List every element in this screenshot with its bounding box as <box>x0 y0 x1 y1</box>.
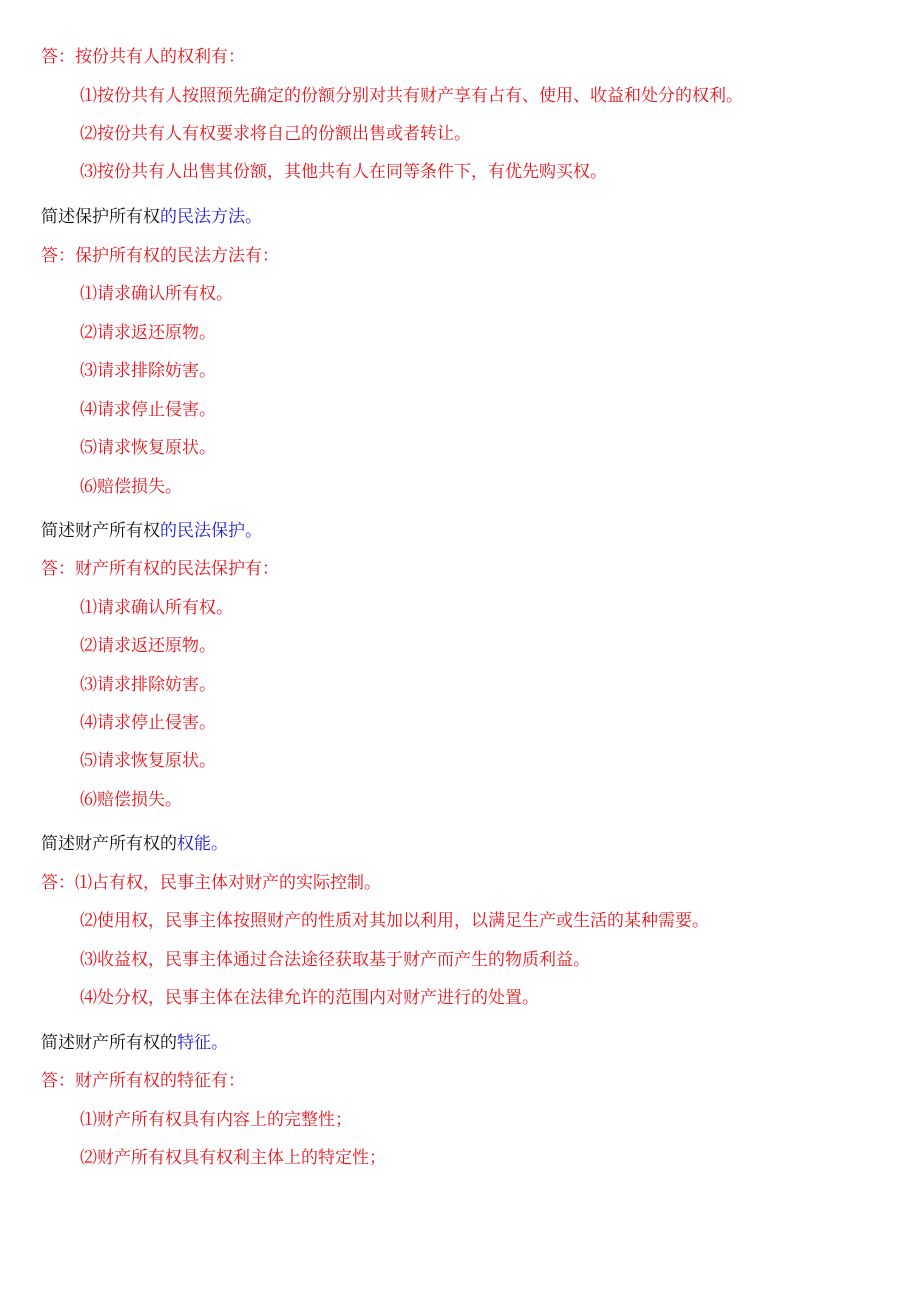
answer-item: ⑵财产所有权具有权利主体上的特定性； <box>80 1148 386 1168</box>
answer-item: ⑴请求确认所有权。 <box>80 598 233 618</box>
question-highlight: 特征。 <box>177 1033 228 1053</box>
question-text: 简述财产所有权的 <box>41 1033 177 1053</box>
question-text: 简述财产所有权 <box>41 521 160 541</box>
answer-item: ⑸请求恢复原状。 <box>80 438 216 458</box>
answer-item: ⑴按份共有人按照预先确定的份额分别对共有财产享有占有、使用、收益和处分的权利。 <box>80 86 743 106</box>
question-highlight: 的民法保护。 <box>160 521 262 541</box>
answer-item: ⑵使用权，民事主体按照财产的性质对其加以利用，以满足生产或生活的某种需要。 <box>80 911 709 931</box>
question-heading <box>41 1032 228 1054</box>
question-heading <box>41 206 262 228</box>
answer-item: ⑶请求排除妨害。 <box>80 361 216 381</box>
answer-item: ⑷处分权，民事主体在法律允许的范围内对财产进行的处置。 <box>80 988 539 1008</box>
answer-intro: 答：保护所有权的民法方法有： <box>41 246 279 266</box>
answer-item: ⑶收益权，民事主体通过合法途径获取基于财产而产生的物质利益。 <box>80 950 590 970</box>
answer-item: ⑴请求确认所有权。 <box>80 284 233 304</box>
answer-item: ⑸请求恢复原状。 <box>80 751 216 771</box>
question-text: 简述财产所有权的 <box>41 834 177 854</box>
question-highlight: 的民法方法。 <box>160 207 262 227</box>
question-highlight: 权能。 <box>177 834 228 854</box>
answer-item: ⑶请求排除妨害。 <box>80 675 216 695</box>
answer-item: ⑵请求返还原物。 <box>80 636 216 656</box>
answer-intro: 答：财产所有权的特征有： <box>41 1071 245 1091</box>
answer-item: ⑷请求停止侵害。 <box>80 400 216 420</box>
answer-intro: 答：⑴占有权，民事主体对财产的实际控制。 <box>41 873 381 893</box>
answer-intro: 答：财产所有权的民法保护有： <box>41 559 279 579</box>
answer-item: ⑵请求返还原物。 <box>80 323 216 343</box>
answer-item: ⑶按份共有人出售其份额，其他共有人在同等条件下，有优先购买权。 <box>80 162 607 182</box>
answer-item: ⑵按份共有人有权要求将自己的份额出售或者转让。 <box>80 124 471 144</box>
answer-item: ⑹赔偿损失。 <box>80 790 182 810</box>
question-heading <box>41 833 228 855</box>
answer-item: ⑷请求停止侵害。 <box>80 713 216 733</box>
answer-intro: 答：按份共有人的权利有： <box>41 47 245 67</box>
answer-item: ⑹赔偿损失。 <box>80 477 182 497</box>
question-text: 简述保护所有权 <box>41 207 160 227</box>
answer-item: ⑴财产所有权具有内容上的完整性； <box>80 1110 352 1130</box>
question-heading <box>41 520 262 542</box>
